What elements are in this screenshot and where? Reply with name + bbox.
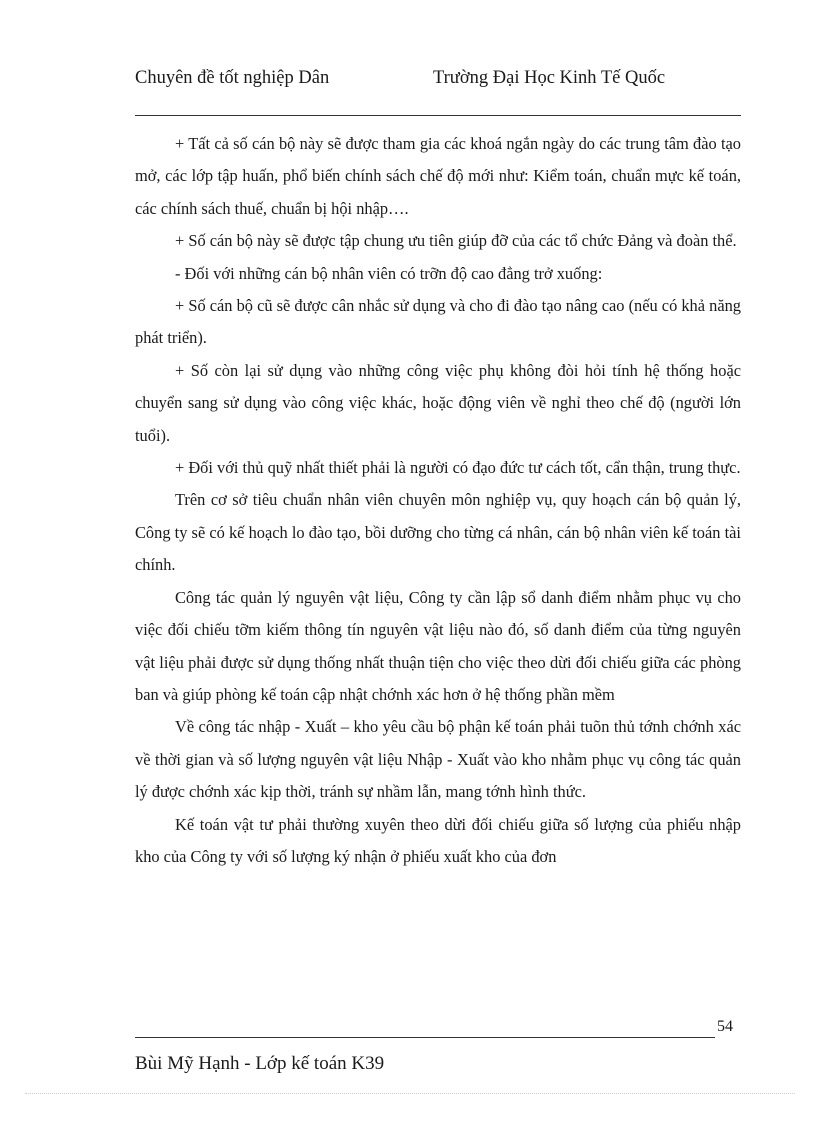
- paragraph: Trên cơ sở tiêu chuẩn nhân viên chuyên môn nghiệp vụ, quy hoạch cán bộ quản lý, Công ty sẽ có kế hoạch lo đào tạo, bồi dưỡng cho từng cá nhân, cán bộ nhân viên kế toán tài chính.: [135, 490, 741, 575]
- paragraph: + Đối với thủ quỹ nhất thiết phải là người có đạo đức tư cách tốt, cẩn thận, trung thực.: [175, 458, 741, 478]
- paragraph: Về công tác nhập - Xuất – kho yêu cầu bộ phận kế toán phải tuõn thủ tớnh chớnh xác về thời gian và số lượng nguyên vật liệu Nhập - Xuất vào kho nhằm phục vụ công tác quản lý được chớnh xác kịp thời, tránh sự nhầm lẫn, mang tớnh hình thức.: [135, 717, 741, 802]
- footer-author: Bùi Mỹ Hạnh - Lớp kế toán K39: [135, 1053, 385, 1074]
- paragraph: Kế toán vật tư phải thường xuyên theo dừi đối chiếu giữa số lượng của phiếu nhập kho của Công ty với số lượng ký nhận ở phiếu xuất kho của đơn: [135, 814, 741, 866]
- page-number: 54: [717, 1018, 733, 1035]
- paragraph: + Tất cả số cán bộ này sẽ được tham gia các khoá ngắn ngày do các trung tâm đào tạo mở, các lớp tập huấn, phổ biến chính sách chế độ mới như: Kiểm toán, chuẩn mực kế toán, các chính sách thuế, chuẩn bị hội nhập….: [135, 134, 741, 218]
- paragraph: + Số cán bộ này sẽ được tập chung ưu tiên giúp đỡ của các tổ chức Đảng và đoàn thể.: [175, 231, 737, 251]
- document-body: [135, 128, 741, 873]
- paragraph: + Số cán bộ cũ sẽ được cân nhắc sử dụng và cho đi đào tạo nâng cao (nếu có khả năng phát triển).: [135, 296, 741, 348]
- paragraph: Công tác quản lý nguyên vật liệu, Công ty cần lập sổ danh điểm nhằm phục vụ cho việc đối chiếu tỡm kiếm thông tín nguyên vật liệu nào đó, số danh điểm của từng nguyên vật liệu phải được sử dụng thống nhất thuận tiện cho việc theo dừi đối chiếu giữa các phòng ban và giúp phòng kế toán cập nhật chớnh xác hơn ở hệ thống phần mềm: [135, 587, 741, 704]
- header-divider: [135, 115, 741, 116]
- footer-divider: [135, 1037, 715, 1038]
- paragraph: + Số còn lại sử dụng vào những công việc phụ không đòi hỏi tính hệ thống hoặc chuyển sang sử dụng vào công việc khác, hoặc động viên về nghỉ theo chế độ (người lớn tuổi).: [135, 360, 741, 445]
- paragraph: - Đối với những cán bộ nhân viên có trỡn độ cao đẳng trở xuống:: [175, 263, 603, 283]
- header-right-title: Trường Đại Học Kinh Tế Quốc: [433, 68, 666, 88]
- header-left-title: Chuyên đề tốt nghiệp Dân: [135, 68, 330, 88]
- page-edge-divider: [25, 1093, 795, 1094]
